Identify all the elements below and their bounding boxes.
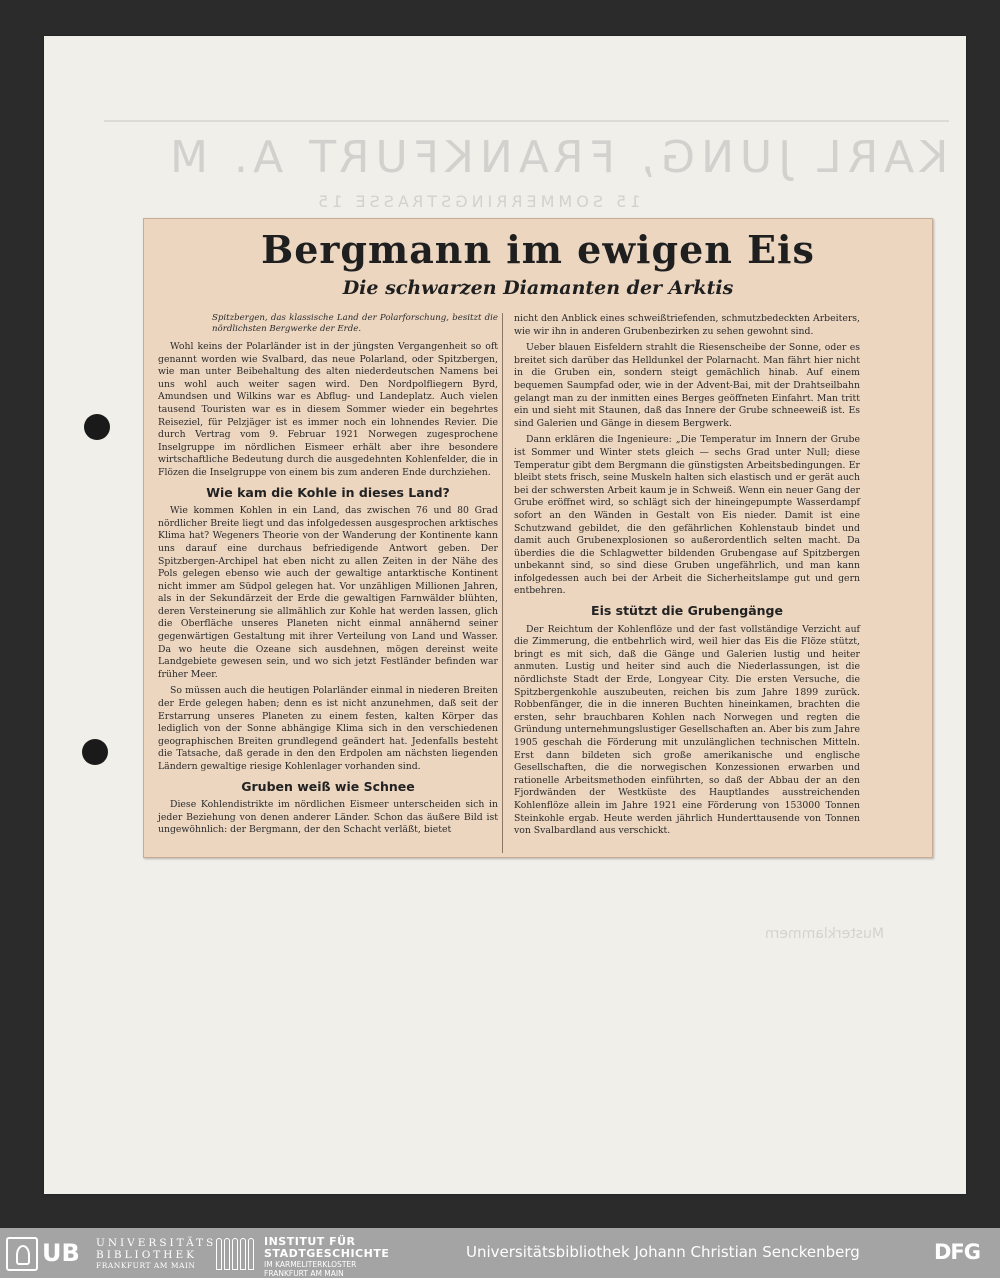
- isg-line3: IM KARMELITERKLOSTER: [264, 1260, 357, 1269]
- ub-line2: BIBLIOTHEK: [96, 1249, 197, 1261]
- ub-wordmark: [96, 1237, 216, 1271]
- column-divider: [502, 313, 503, 853]
- letterhead-street: 15 SOMMERRINGSTRASSE 15: [314, 192, 641, 211]
- punch-hole-bottom: [82, 739, 108, 765]
- footer-bar: [0, 1228, 1000, 1278]
- article-paragraph: So müssen auch die heutigen Polarländer einmal in niederen Breiten der Erde gelegen haben; denn es ist nicht anzunehmen, daß seit der Erstarrung unseres Planeten zu einem festen, kalten Körper das lediglich von der Sonne abhängige Klima sich in den verschiedenen geographischen Breiten grundlegend geändert hat. Jedenfalls besteht die Tatsache, daß gerade in den den Erdpolen am nächsten liegenden Ländern gewaltige riesige Kohlenlager vorhanden sind.: [158, 685, 498, 772]
- isg-line1: INSTITUT FÜR: [264, 1235, 356, 1248]
- article-paragraph: Der Reichtum der Kohlenflöze und der fast vollständige Verzicht auf die Zimmerung, die entbehrlich wird, weil hier das Eis die Flöze stützt, bringt es mit sich, daß die Gänge und Galerien lustig und heiter anmuten. Lustig und heiter sind auch die Niederlassungen, ist die nördlichste Stadt der Erde, Longyear City. Die ersten Versuche, die Spitzbergenkohle auszubeuten, reichen bis zum Jahre 1899 zurück. Robbenfänger, die in die inneren Buchten hineinkamen, brachten die ersten, sehr brauchbaren Kohlen nach Norwegen und regten die Gründung unternehmungslustiger Gesellschaften an. Aber bis zum Jahre 1905 geschah die Förderung mit unzulänglichen technischen Mitteln. Erst dann bildeten sich große amerikanische und englische Gesellschaften, die die norwegischen Konzessionen erwarben und rationelle Arbeitsmethoden einführten, so daß der Abbau der an den Fjordwänden der Westküste des Hauptlandes ausstreichenden Kohlenflöze allein im Jahre 1921 eine Förderung von 153000 Tonnen Steinkohle ergab. Heute werden jährlich Hunderttausende von Tonnen von Svalbardland aus verschickt.: [514, 623, 860, 837]
- section-heading: Gruben weiß wie Schnee: [241, 778, 415, 794]
- ub-line3: FRANKFURT AM MAIN: [96, 1261, 196, 1270]
- newspaper-clipping: [143, 218, 933, 858]
- faded-letterhead: [104, 92, 949, 212]
- article-paragraph: Wie kommen Kohlen in ein Land, das zwischen 76 und 80 Grad nördlicher Breite liegt und das infolgedessen ausgesprochen arktisches Klima hat? Wegeners Theorie von der Wanderung der Kontinente kann uns darauf eine durchaus befriedigende Antwort geben. Der Spitzbergen-Archipel hat eben nicht zu allen Zeiten in der Nähe des Pols gelegen ebenso wie auch der gewaltige antarktische Kontinent nicht immer am Südpol gelegen hat. Vor unzähligen Millionen Jahren, als in der Sekundärzeit der Erde die gewaltigen Farnwälder blühten, deren Versteinerung sie allmählich zur Kohle hat werden lassen, glich die Oberfläche unseres Planeten nicht einmal annähernd seiner gegenwärtigen Gestaltung mit ihrer Verteilung von Land und Wasser. Da wo heute die Ozeane sich ausdehnen, mögen dereinst weite Landgebiete gewesen sein, und wo sich jetzt Festländer befinden war früher Meer.: [158, 505, 498, 680]
- isg-line4: FRANKFURT AM MAIN: [264, 1269, 344, 1278]
- article-paragraph: Ueber blauen Eisfeldern strahlt die Riesenscheibe der Sonne, oder es breitet sich darüber das Helldunkel der Polarnacht. Man fährt hier nicht in die Gruben ein, sondern steigt gemächlich hinab. Auf einem bequemen Saumpfad oder, wie in der Advent-Bai, mit der Drahtseilbahn gelangt man zu der inmitten eines Berges geöffneten Einfahrt. Man tritt ein und sieht mit Staunen, daß das Innere der Grube schneeweiß ist. Es sind Galerien und Gänge in diesem Bergwerk.: [514, 342, 860, 429]
- punch-hole-top: [84, 414, 110, 440]
- article-paragraph: nicht den Anblick eines schweißtriefenden, schmutzbedeckten Arbeiters, wie wir ihn in anderen Grubenbezirken zu sehen gewohnt sind.: [514, 313, 860, 337]
- section-heading: Eis stützt die Grubengänge: [591, 603, 783, 619]
- article-paragraph: Dann erklären die Ingenieure: „Die Temperatur im Innern der Grube ist Sommer und Winter stets gleich — sechs Grad unter Null; diese Temperatur gibt dem Bergmann die günstigsten Arbeitsbedingungen. Er bleibt stets frisch, seine Muskeln halten sich elastisch und er gerät auch bei der schwersten Arbeit kaum je in Schweiß. Wenn ein neuer Gang der Grube eröffnet wird, so schlägt sich der hineingepumpte Wasserdampf sofort an den Wänden in Gestalt von Eis nieder. Damit ist eine Schutzwand gebildet, die den gefährlichen Kohlenstaub bindet und damit auch Grubenexplosionen so außerordentlich selten macht. Da überdies die die Schlagwetter bildenden Grubengase auf Spitzbergen unbekannt sind, so sind diese Gruben ungefährlich, und man kann infolgedessen auch bei der Arbeit die Sicherheitslampe gut und gern entbehren.: [514, 434, 860, 597]
- isg-arches-icon[interactable]: [214, 1236, 254, 1270]
- section-heading: Wie kam die Kohle in dieses Land?: [206, 484, 450, 500]
- faded-bleedthrough-text: Musterklammern: [765, 926, 884, 942]
- dfg-logo[interactable]: DFG: [934, 1240, 981, 1264]
- library-name[interactable]: Universitätsbibliothek Johann Christian Senckenberg: [466, 1243, 860, 1261]
- isg-line2: STADTGESCHICHTE: [264, 1247, 390, 1260]
- ub-logo[interactable]: UB: [6, 1236, 90, 1270]
- letterhead-rule: [104, 120, 949, 122]
- article-paragraph: Diese Kohlendistrikte im nördlichen Eismeer unterscheiden sich in jeder Beziehung von denen anderer Länder. Schon das äußere Bild ist ungewöhnlich: der Bergmann, der den Schacht verläßt, bietet: [158, 799, 498, 836]
- article-paragraph: Wohl keins der Polarländer ist in der jüngsten Vergangenheit so oft genannt worden wie Svalbard, das neue Polarland, oder Spitzbergen, wie man unter Beibehaltung des alten niederdeutschen Namens bei uns wohl auch weiter sagen wird. Den Nordpolfliegern Byrd, Amundsen und Wilkins war es Abflug- und Landeplatz. Auch vielen tausend Touristen war es in diesem Sommer wieder ein begehrtes Reiseziel, für Pelzjäger ist es immer noch ein lohnendes Revier. Die durch Vertrag vom 9. Februar 1921 Norwegen zugesprochene Inselgruppe im nördlichen Eismeer erhält aber ihre besondere wirtschaftliche Bedeutung durch die ausgedehnten Kohlenfelder, die in Flözen die Inselgruppe von einem bis zum anderen Ende durchziehen.: [158, 341, 498, 478]
- article-column-right: [514, 313, 860, 842]
- article-subheadline: Die schwarzen Diamanten der Arktis: [342, 277, 734, 299]
- ub-emblem-icon: [6, 1237, 38, 1271]
- article-intro: Spitzbergen, das klassische Land der Polarforschung, besitzt die nördlichsten Bergwerke der Erde.: [212, 313, 498, 334]
- article-headline: Bergmann im ewigen Eis: [261, 227, 815, 272]
- letterhead-firm-name: KARL JUNG, FRANKFURT A. M: [164, 132, 949, 183]
- isg-wordmark: [264, 1236, 389, 1278]
- ub-line1: UNIVERSITÄTS: [96, 1237, 217, 1249]
- article-column-left: [158, 313, 498, 841]
